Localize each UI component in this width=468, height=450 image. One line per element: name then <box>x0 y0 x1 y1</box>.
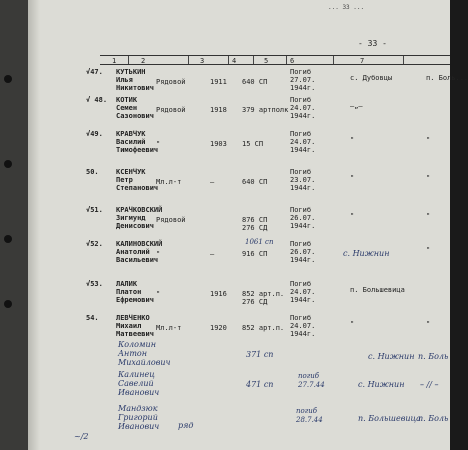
cell-unit: 640 СП <box>242 178 268 186</box>
cell-name: КСЕНЧУК Петр Степанович <box>116 168 159 192</box>
column-divider <box>128 56 129 64</box>
cell-num: √51. <box>86 206 103 214</box>
binder-hole <box>4 160 12 168</box>
hw-unit: 371 сп <box>246 350 274 359</box>
cell-extra: п. Боль... <box>426 74 468 82</box>
cell-status: Погиб 24.07. 1944г. <box>290 314 316 338</box>
cell-name: КРАВЧУК Василий Тимофеевич <box>116 130 159 154</box>
cell-place: " <box>350 174 355 182</box>
hw-place: п. Большевица <box>358 414 421 423</box>
cell-year: – <box>210 250 215 258</box>
hw-extra: – // – <box>420 380 439 389</box>
binder-hole <box>4 300 12 308</box>
column-divider <box>228 56 229 64</box>
cell-year: 1903 <box>210 140 227 148</box>
cell-name: КАЛИНОВСКИЙ Анатолий Васильевич <box>116 240 163 264</box>
cell-unit: 876 СП 276 СД <box>242 216 268 232</box>
hw-name: Калинец Савелий Иванович <box>118 370 160 397</box>
hw-rank: ряд <box>178 421 194 430</box>
cell-num: 54. <box>86 314 99 322</box>
cell-extra: " <box>426 136 431 144</box>
cell-num: √ 48. <box>86 96 108 104</box>
hw-extra: п. Боль <box>418 414 449 423</box>
page-number: - 33 - <box>358 39 387 48</box>
document-page <box>28 0 468 450</box>
cell-num: √53. <box>86 280 103 288</box>
hw-unit: 1061 сп <box>245 238 274 246</box>
cell-rank: " <box>156 140 161 148</box>
cell-rank: Рядовой <box>156 106 186 114</box>
hw-name: Мандзюк Григорий Иванович <box>118 404 160 431</box>
hw-status: погиб 28.7.44 <box>296 407 323 424</box>
binder-hole <box>4 235 12 243</box>
cell-num: √49. <box>86 130 103 138</box>
cell-place: –„– <box>350 102 363 110</box>
cell-name: КРАЧКОВСКИЙ Зигмунд Денисович <box>116 206 163 230</box>
cell-extra: " <box>426 174 431 182</box>
binder-hole <box>4 75 12 83</box>
hw-place: с. Нижнин <box>343 249 390 258</box>
column-number: 2 <box>141 57 146 65</box>
cell-year: 1920 <box>210 324 227 332</box>
cell-num: √47. <box>86 68 103 76</box>
cell-status: Погиб 24.07. 1944г. <box>290 130 316 154</box>
hw-place: с. Нижнин <box>368 352 415 361</box>
cell-rank: " <box>156 290 161 298</box>
cell-place: " <box>350 320 355 328</box>
cell-rank: Рядовой <box>156 216 186 224</box>
cell-name: КОТИК Семен Сазонович <box>116 96 154 120</box>
cell-extra: " <box>426 320 431 328</box>
cell-status: Погиб 26.07. 1944г. <box>290 206 316 230</box>
cell-year: – <box>210 178 215 186</box>
hw-extra: п. Боль <box>418 352 449 361</box>
column-number: 3 <box>200 57 205 65</box>
column-divider <box>403 56 404 64</box>
cell-unit: 852 арт.п. 276 СД <box>242 290 285 306</box>
cell-num: 50. <box>86 168 99 176</box>
header-rule <box>100 55 450 56</box>
cell-name: ЛЕВЧЕНКО Михаил Матвеевич <box>116 314 154 338</box>
column-number: 1 <box>112 57 117 65</box>
cell-status: Погиб 23.07. 1944г. <box>290 168 316 192</box>
cell-status: Погиб 27.07. 1944г. <box>290 68 316 92</box>
binding-strip <box>0 0 28 450</box>
hw-name: Коломин Антон Михайлович <box>118 340 171 367</box>
cell-extra: " <box>426 212 431 220</box>
cell-year: 1916 <box>210 290 227 298</box>
cell-extra: " <box>426 246 431 254</box>
cell-unit: 852 арт.п. <box>242 324 285 332</box>
cell-place: п. Большевица <box>350 286 405 294</box>
column-number: 4 <box>232 57 237 65</box>
column-divider <box>253 56 254 64</box>
cell-year: 1918 <box>210 106 227 114</box>
cell-place: " <box>350 212 355 220</box>
column-divider <box>286 56 287 64</box>
cell-rank: " <box>156 250 161 258</box>
column-number: 6 <box>290 57 295 65</box>
cell-status: Погиб 26.07. 1944г. <box>290 240 316 264</box>
cell-unit: 15 СП <box>242 140 264 148</box>
column-divider <box>333 56 334 64</box>
cell-unit: 379 артполк <box>242 106 289 114</box>
cell-year: 1911 <box>210 78 227 86</box>
cell-unit: 916 СП <box>242 250 268 258</box>
hw-unit: 471 сп <box>246 380 274 389</box>
cell-status: Погиб 24.07. 1944г. <box>290 96 316 120</box>
hw-status: погиб 27.7.44 <box>298 372 325 389</box>
margin-mark: ~/2 <box>74 432 89 441</box>
cell-num: √52. <box>86 240 103 248</box>
cell-name: КУТЬКИН Илья Никитович <box>116 68 154 92</box>
column-divider <box>188 56 189 64</box>
header-rule <box>100 64 450 65</box>
cell-place: с. Дубовцы <box>350 74 393 82</box>
column-number: 5 <box>264 57 269 65</box>
cell-status: Погиб 24.07. 1944г. <box>290 280 316 304</box>
cell-rank: Рядовой <box>156 78 186 86</box>
hw-place: с. Нижнин <box>358 380 405 389</box>
column-number: 7 <box>360 57 365 65</box>
cell-unit: 640 СП <box>242 78 268 86</box>
cell-name: ЛАЛИК Платон Ефремович <box>116 280 154 304</box>
cell-place: " <box>350 136 355 144</box>
cell-rank: Мл.л-т <box>156 324 182 332</box>
cell-rank: Мл.л-т <box>156 178 182 186</box>
header-top-right: ... 33 ... <box>328 4 365 11</box>
